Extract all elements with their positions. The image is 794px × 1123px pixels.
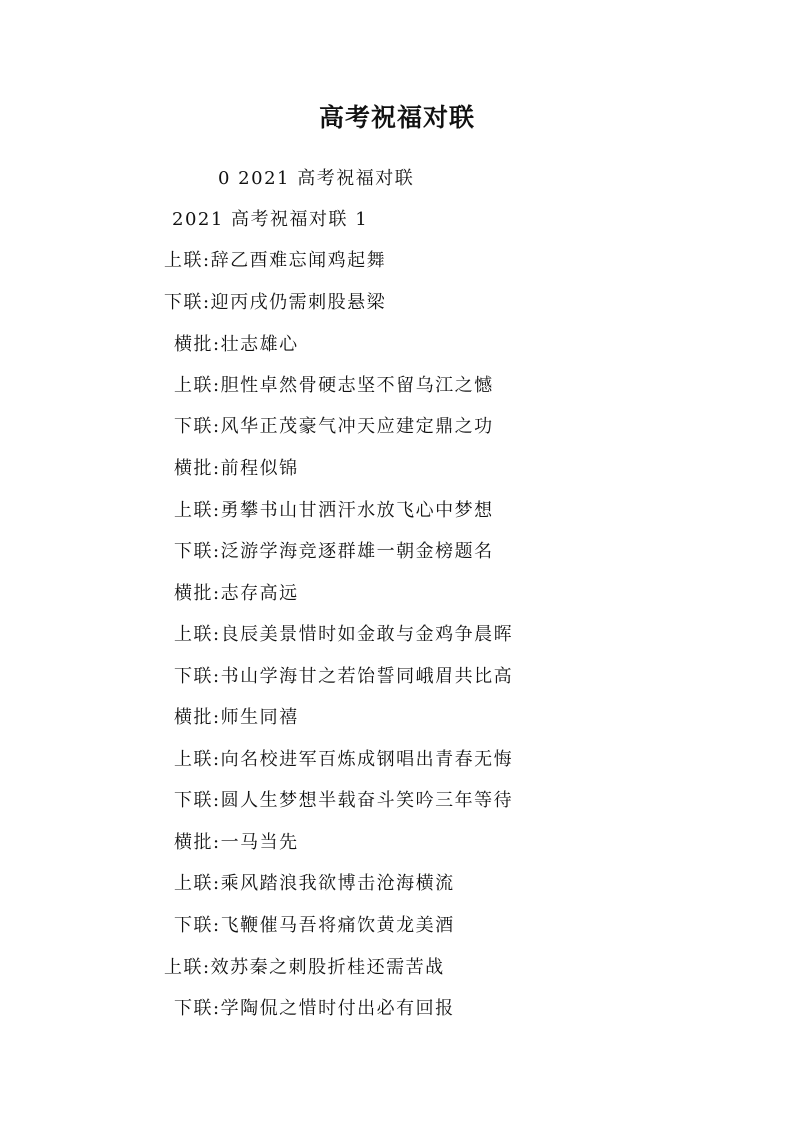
couplet-line: 下联:风华正茂豪气冲天应建定鼎之功 [174, 416, 494, 437]
couplet-line: 下联:书山学海甘之若饴誓同峨眉共比高 [174, 666, 514, 687]
couplet-banner: 横批:前程似锦 [174, 458, 299, 479]
couplet-line: 上联:效苏秦之刺股折桂还需苦战 [164, 957, 445, 978]
couplet-line: 下联:飞鞭催马吾将痛饮黄龙美酒 [174, 915, 455, 936]
section-heading: 2021 高考祝福对联 1 [172, 209, 369, 230]
couplet-line: 上联:乘风踏浪我欲博击沧海横流 [174, 873, 455, 894]
couplet-line: 上联:辞乙酉难忘闻鸡起舞 [164, 250, 387, 271]
couplet-banner: 横批:壮志雄心 [174, 334, 299, 355]
couplet-line: 上联:勇攀书山甘洒汗水放飞心中梦想 [174, 500, 494, 521]
couplet-banner: 横批:师生同禧 [174, 707, 299, 728]
couplet-line: 上联:胆性卓然骨硬志坚不留乌江之憾 [174, 375, 494, 396]
couplet-line: 上联:向名校进军百炼成钢唱出青春无悔 [174, 749, 514, 770]
couplet-line: 下联:迎丙戌仍需刺股悬梁 [164, 292, 387, 313]
couplet-line: 下联:泛游学海竞逐群雄一朝金榜题名 [174, 541, 494, 562]
document-title: 高考祝福对联 [318, 103, 475, 132]
couplet-line: 上联:良辰美景惜时如金敢与金鸡争晨晖 [174, 624, 514, 645]
subtitle-line: 0 2021 高考祝福对联 [218, 168, 415, 189]
couplet-line: 下联:圆人生梦想半载奋斗笑吟三年等待 [174, 790, 514, 811]
couplet-line: 下联:学陶侃之惜时付出必有回报 [174, 998, 455, 1019]
couplet-banner: 横批:一马当先 [174, 832, 299, 853]
couplet-banner: 横批:志存高远 [174, 583, 299, 604]
